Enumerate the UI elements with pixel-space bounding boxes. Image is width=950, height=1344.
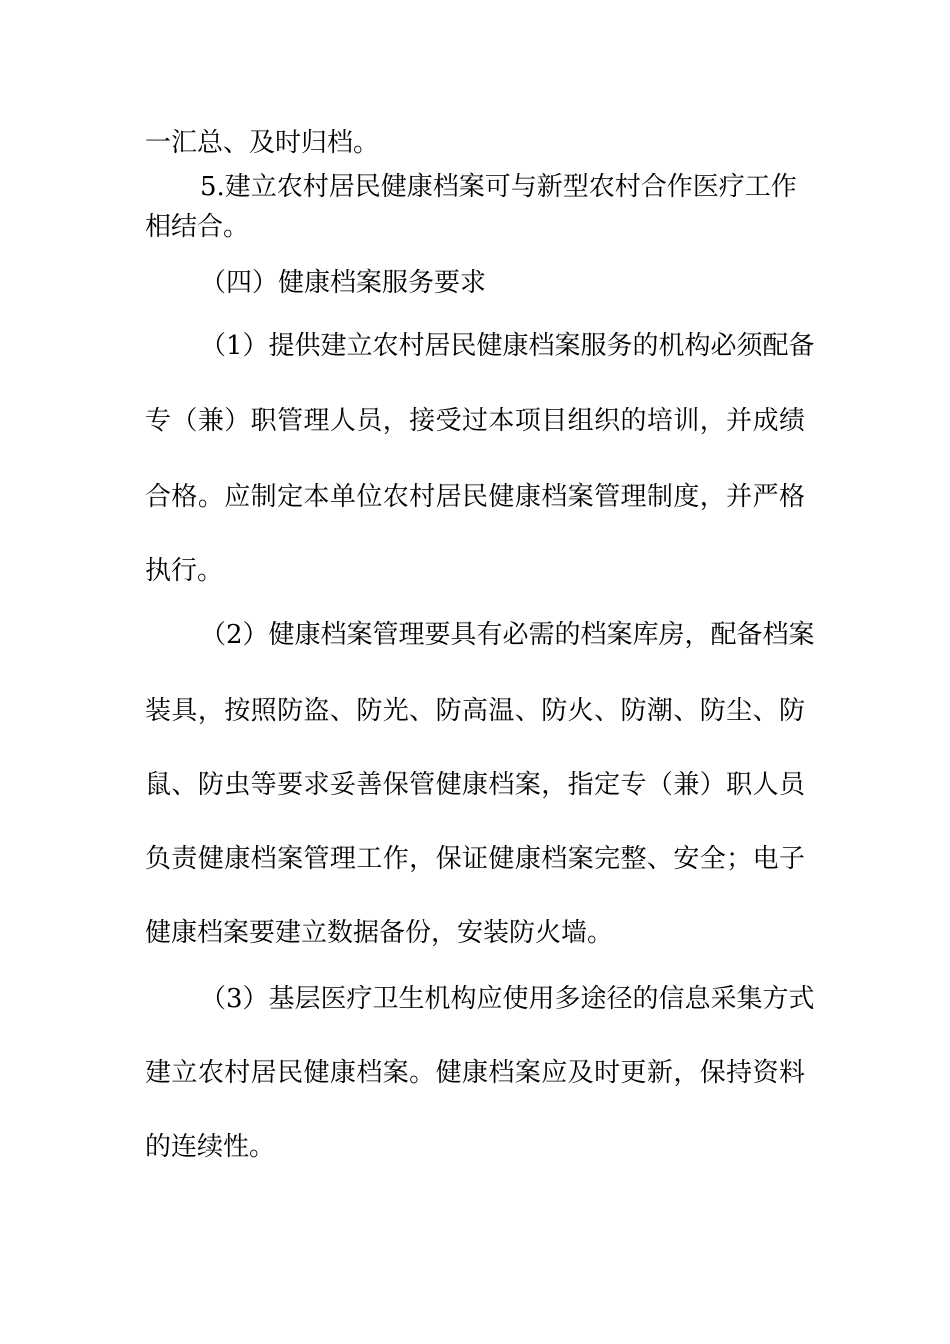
text-line-6: 专（兼）职管理人员，接受过本项目组织的培训，并成绩 bbox=[145, 406, 805, 436]
text-line-8: 执行。 bbox=[145, 556, 224, 586]
text-line-1: 一汇总、及时归档。 bbox=[145, 128, 380, 158]
text-line-12: 负责健康档案管理工作，保证健康档案完整、安全；电子 bbox=[145, 844, 805, 874]
text-line-7: 合格。应制定本单位农村居民健康档案管理制度，并严格 bbox=[145, 482, 805, 512]
text-line-2: 5.建立农村居民健康档案可与新型农村合作医疗工作 bbox=[200, 172, 797, 202]
text-line-10: 装具，按照防盗、防光、防高温、防火、防潮、防尘、防 bbox=[145, 696, 805, 726]
text-line-14: （3）基层医疗卫生机构应使用多途径的信息采集方式 bbox=[200, 984, 815, 1014]
text-line-9: （2）健康档案管理要具有必需的档案库房，配备档案 bbox=[200, 620, 815, 650]
text-line-13: 健康档案要建立数据备份，安装防火墙。 bbox=[145, 918, 614, 948]
text-line-15: 建立农村居民健康档案。健康档案应及时更新，保持资料 bbox=[145, 1058, 805, 1088]
text-line-16: 的连续性。 bbox=[145, 1132, 276, 1162]
text-line-5: （1）提供建立农村居民健康档案服务的机构必须配备 bbox=[200, 331, 815, 361]
text-line-11: 鼠、防虫等要求妥善保管健康档案，指定专（兼）职人员 bbox=[145, 770, 805, 800]
section-heading: （四）健康档案服务要求 bbox=[200, 268, 487, 298]
text-line-3: 相结合。 bbox=[145, 212, 250, 242]
